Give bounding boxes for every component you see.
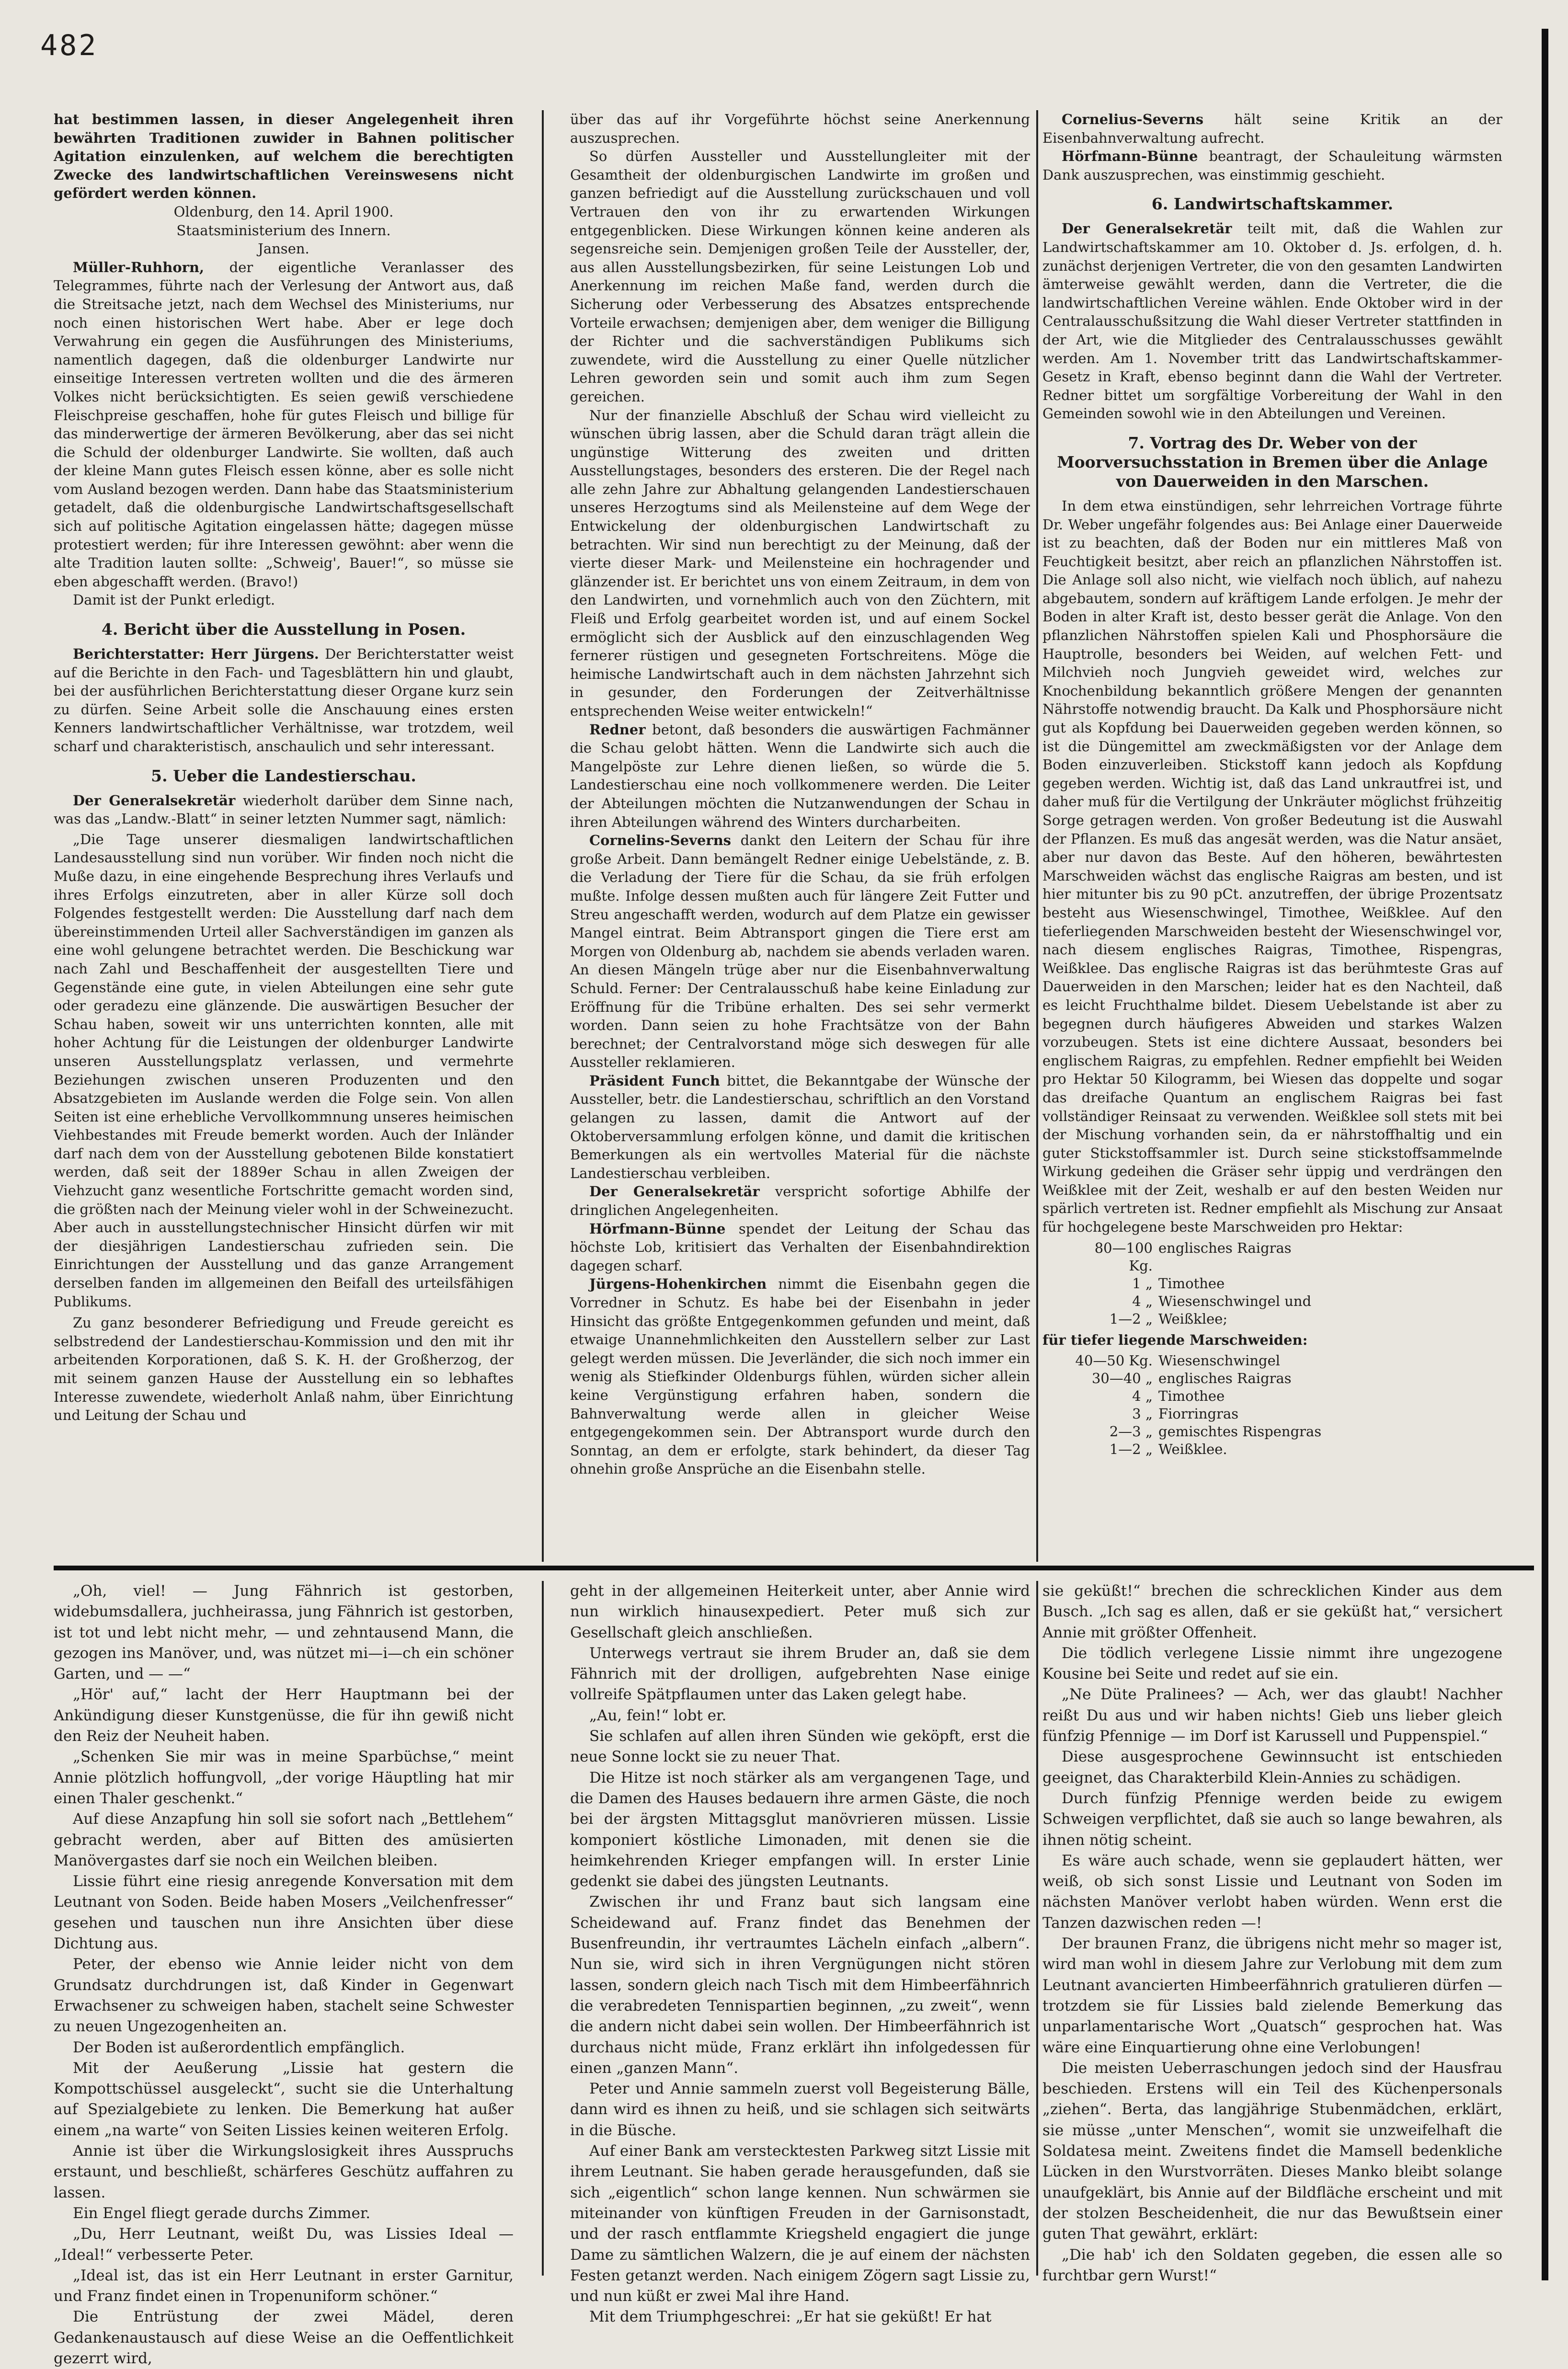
mixture-row (1071, 1293, 1317, 1310)
seed-mixture-high (1071, 1239, 1317, 1328)
mixture-grass: Weißklee. (1158, 1441, 1227, 1458)
paragraph: Damit ist der Punkt erledigt. (73, 592, 275, 608)
story-paragraph: „Schenken Sie mir was in meine Sparbüchse,“ meint Annie plötzlich hoffungvoll, „der vorige Häuptling hat mir einen Thaler geschenkt.“ (54, 1748, 514, 1807)
mixture-grass: Weißklee; (1158, 1310, 1228, 1327)
story-paragraph: geht in der allgemeinen Heiterkeit unter, aber Annie wird nun wirklich hinausexpediert. Peter muß sich zur Gesellschaft gleich anschließen. (570, 1582, 1030, 1641)
paragraph: hat bestimmen lassen, in dieser Angelegenheit ihren bewährten Traditionen zuwider in Bahnen politischer Agitation einzulenken, auf welchem die berechtigten Zwecke des landwirtschaftlichen Vereinswesens nicht gefördert werden können. (54, 111, 514, 202)
column-rule (542, 1581, 544, 2276)
mixture-row (1071, 1239, 1317, 1275)
story-paragraph: Ein Engel fliegt gerade durchs Zimmer. (73, 2204, 371, 2222)
speaker-name: Der Generalsekretär (73, 792, 236, 809)
paragraph: Zu ganz besonderer Befriedigung und Freude gereicht es selbstredend der Landestierschau-Kommission und den mit ihr arbeitenden Korporationen, daß S. K. H. der Großherzog, der mit seinem ganzen Hause der Ausstellung ein so lebhaftes Interesse zuwendete, wiederholt Anlaß nahm, über Einrichtung und Leitung der Schau und (54, 1315, 514, 1424)
story-column-2 (570, 1581, 1030, 2326)
story-paragraph: Annie ist über die Wirkungslosigkeit ihres Ausspruchs erstaunt, und beschließt, schärferes Geschütz auffahren zu lassen. (54, 2142, 514, 2201)
paragraph-text: beantragt, der Schauleitung wärmsten Dank auszusprechen, was einstimmig geschieht. (1042, 148, 1502, 183)
mixture-grass: gemischtes Rispengras (1158, 1423, 1322, 1440)
paragraph (570, 1275, 1030, 1478)
story-paragraph: Mit der Aeußerung „Lissie hat gestern die Kompottschüssel ausgeleckt“, sucht sie die Unterhaltung auf Spezialgebiete zu lenken. Die Bemerkung hat außer einem „na warte“ von Seiten Lissies keinen weiteren Erfolg. (54, 2059, 514, 2139)
seed-mixture-low (1071, 1352, 1327, 1458)
mixture-row (1071, 1275, 1317, 1293)
mixture-row (1071, 1387, 1327, 1405)
section-heading: 6. Landwirtschaftskammer. (1151, 195, 1394, 214)
page-number: 482 (40, 29, 98, 62)
paragraph (570, 1072, 1030, 1183)
report-column-2 (570, 110, 1030, 1562)
speaker-name: Hörfmann-Bünne (589, 1220, 726, 1237)
story-paragraph: Mit dem Triumphgeschrei: „Er hat sie geküßt! Er hat (589, 2308, 992, 2326)
paragraph: In dem etwa einstündigen, sehr lehrreichen Vortrage führte Dr. Weber ungefähr folgendes aus: Bei Anlage einer Dauerweide ist zu beachten, daß der Boden nur ein mittleres Maß von Feuchtigkeit besitzt, aber reich an pflanzlichen Nährstoffen ist. Die Anlage soll also nicht, wie vielfach noch üblich, auf nahezu abgebautem, sondern auf kräftigem Lande erfolgen. Je mehr der Boden in alter Kraft ist, desto besser gerät die Anlage. Von den pflanzlichen Nährstoffen spielen Kali und Phosphorsäure die Hauptrolle, besonders bei Weiden, auf welchen Fett- und Milchvieh noch Jungvieh geweidet wird, welches zur Knochenbildung bekanntlich größere Mengen der genannten Nährstoffe notwendig braucht. Da Kalk und Phosphorsäure nicht gut als Kopfdung bei Dauerweiden gegeben werden können, so ist die Düngemittel am zweckmäßigsten vor der Anlage dem Boden einzuverleiben. Stickstoff kann jedoch als Kopfdung gegeben werden. Wichtig ist, daß das Land unkrautfrei ist, und daher muß für die Vertilgung der Unkräuter möglichst frühzeitig Sorge getragen werden. Von großer Bedeutung ist die Auswahl der Pflanzen. Es muß das angesät werden, was die Natur ansäet, aber nur davon das Beste. Auf den höheren, bewährtesten Marschweiden wächst das englische Raigras am besten, und ist hier mitunter bis zu 90 pCt. anzutreffen, der übrige Prozentsatz besteht aus Wiesenschwingel, Timothee, Weißklee. Auf den tieferliegenden Marschweiden besteht der Wiesenschwingel vor, nach diesem englisches Raigras, Timothee, Rispengras, Weißklee. Das englische Raigras ist das berühmteste Gras auf Dauerweiden in den Marschen; leider hat es den Nachteil, daß es leicht Fruchthalme bildet. Diesem Uebelstande ist aber zu begegnen durch häufigeres Abweiden und starkes Walzen vorzubeugen. Stets ist eine dichtere Aussaat, besonders bei englischem Raigras, zu empfehlen. Redner empfiehlt bei Weiden pro Hektar 50 Kilogramm, bei Wiesen das doppelte und sogar das dreifache Quantum an englischem Raigras bei fast vollständiger Reinsaat zu verwenden. Weißklee soll stets mit bei der Mischung vorhanden sein, da er nährstoffhaltig und ein guter Stickstoffsammler ist. Durch seine stickstoffsammelnde Wirkung gedeihen die Gräser sehr üppig und verdrängen den Weißklee mit der Zeit, weshalb er auf den besten Weiden nur spärlich vertreten ist. Redner empfiehlt als Mischung zur Ansaat für hochgelegene beste Marschweiden pro Hektar: (1042, 497, 1502, 1236)
speaker-name: Cornelins-Severns (589, 832, 732, 849)
mixture-quantity: 40—50 Kg. (1075, 1352, 1153, 1369)
mixture-row (1071, 1441, 1327, 1458)
paragraph-text: wiederholt darüber dem Sinne nach, was das „Landw.-Blatt“ in seiner letzten Nummer sagt, nämlich: (54, 792, 514, 827)
story-paragraph: Es wäre auch schade, wenn sie geplaudert hätten, wer weiß, ob sich sonst Lissie und Leutnant von Soden im nächsten Manöver verlobt haben würden. Wenn erst die Tanzen dazwischen reden —! (1042, 1852, 1502, 1932)
speaker-name: Cornelius-Severns (1062, 111, 1204, 127)
paragraph-text: Der Berichterstatter weist auf die Berichte in den Fach- und Tagesblättern hin und glaubt, bei der ausführlichen Berichterstattung dieser Organe kurz sein zu dürfen. Seine Arbeit solle die Anschauung eines ersten Kenners landwirtschaftlicher Verhältnisse, war trotzdem, weil scharf und charakteristisch, anschaulich und sehr interessant. (54, 646, 514, 755)
paragraph-text: betont, daß besonders die auswärtigen Fachmänner die Schau gelobt hätten. Wenn die Landwirte sich auch die Mangelpöste zur Lehre dienen ließen, so würde die 5. Landestierschau eine noch vollkommenere werden. Die Leiter der Abteilungen möchten die Nutzanwendungen der Schau in ihren Abteilungen während des Winters durcharbeiten. (570, 721, 1030, 830)
mixture-quantity: 30—40 „ (1091, 1370, 1153, 1387)
paragraph (570, 1182, 1030, 1219)
speaker-name: Hörfmann-Bünne (1062, 148, 1198, 165)
story-paragraph: Unterwegs vertraut sie ihrem Bruder an, daß sie dem Fähnrich mit der drolligen, aufgebrehten Nase einige vollreife Spätpflaumen unter das Laken gelegt habe. (570, 1644, 1030, 1704)
paragraph (1042, 110, 1502, 147)
speaker-name: Jürgens-Hohenkirchen (589, 1276, 767, 1293)
paragraph: über das auf ihr Vorgeführte höchst seine Anerkennung auszusprechen. (570, 111, 1030, 146)
story-paragraph: Die meisten Ueberraschungen jedoch sind der Hausfrau beschieden. Erstens will ein Teil des Küchenpersonals „ziehen“. Berta, das langjährige Stubenmädchen, erklärt, sie müsse „unter Menschen“, womit sie unzweifelhaft die Soldatesa meint. Zweitens findet die Mamsell bedenkliche Lücken in den Wurstvorräten. Dieses Manko bleibt solange unaufgeklärt, bis Annie auf der Bildfläche erscheint und mit der stolzen Bescheidenheit, die nur das Bewußtsein einer guten That gewährt, erklärt: (1042, 2059, 1502, 2243)
speaker-name: Müller-Ruhhorn, (73, 259, 205, 275)
story-paragraph: Lissie führt eine riesig anregende Konversation mit dem Leutnant von Soden. Beide haben Mosers „Veilchenfresser“ gesehen und tauschen nun ihre Ansichten über diese Dichtung aus. (54, 1873, 514, 1953)
mixture-grass: Wiesenschwingel (1158, 1352, 1281, 1369)
story-paragraph: Peter und Annie sammeln zuerst voll Begeisterung Bälle, dann wird es ihnen zu heiß, und sie schlagen sich seitwärts in die Büsche. (570, 2080, 1030, 2139)
mixture-quantity: 80—100 Kg. (1094, 1239, 1153, 1274)
speaker-name: Berichterstatter: Herr Jürgens. (73, 646, 319, 663)
paragraph-text: der eigentliche Veranlasser des Telegrammes, führte nach der Verlesung der Antwort aus, daß die Streitsache jetzt, nach dem Wechsel des Ministeriums, nur noch einen historischen Wert habe. Aber er lege doch Verwahrung ein gegen die Ausführungen des Ministeriums, namentlich dagegen, daß die oldenburger Landwirte nur einseitige Interessen vertreten wollten und die des ärmeren Volkes nicht berücksichtigten. Es seien gewiß verschiedene Fleischpreise geschaffen, hohe für gutes Fleisch und billige für das minderwertige der ärmeren Bevölkerung, aber das sei nicht die Schuld der oldenburger Landwirte. Sie wollten, daß auch der kleine Mann gutes Fleisch essen könne, aber es solle nicht vom Ausland bezogen werden. Dann habe das Staatsministerium getadelt, daß die oldenburgische Landwirtschaftsgesellschaft sich auf politische Agitation eingelassen hätte; dagegen müsse protestiert werden; für ihre Interessen gewöhnt: aber wenn die alte Tradition lauten sollte: „Schweig', Bauer!“, so müsse sie eben abgeschafft werden. (Bravo!) (54, 259, 514, 590)
paragraph-text: hält seine Kritik an der Eisenbahnverwaltung aufrecht. (1042, 111, 1502, 146)
paragraph (570, 831, 1030, 1072)
story-paragraph: Diese ausgesprochene Gewinnsucht ist entschieden geeignet, das Charakterbild Klein-Annies zu schädigen. (1042, 1748, 1502, 1786)
section-heading: 4. Bericht über die Ausstellung in Posen. (101, 620, 466, 639)
quoted-paragraph: „Die Tage unserer diesmaligen landwirtschaftlichen Landesausstellung sind nun vorüber. Wir finden noch nicht die Muße dazu, in eine eingehende Besprechung ihres Verlaufs und ihres Erfolgs einzutreten, aber in aller Kürze soll doch Folgendes festgestellt werden: Die Ausstellung darf nach dem übereinstimmenden Urteil aller Sachverständigen im ganzen als eine wohl gelungene betrachtet werden. Die Beschickung war nach Zahl und Beschaffenheit der ausgestellten Tiere und Gegenstände eine gute, in vielen Abteilungen eine sehr gute oder geradezu eine glänzende. Die auswärtigen Besucher der Schau haben, soweit wir uns unterrichten konnten, alle mit hoher Achtung für die Leistungen der oldenburger Landwirte unseren Ausstellungsplatz verlassen, und vermehrte Beziehungen zwischen unseren Produzenten und den Absatzgebieten im Auslande werden die Folge sein. Von allen Seiten ist eine erhebliche Vervollkommnung unseres heimischen Viehbestandes mit Freude bemerkt worden. Auch der Inländer darf nach dem von der Ausstellung gebotenen Bilde konstatiert werden, daß seit der 1889er Schau in allen Zweigen der Viehzucht ganz wesentliche Fortschritte gemacht worden sind, die größten nach der Meinung vieler wohl in der Schweinezucht. Aber auch in ausstellungstechnischer Hinsicht dürfen wir mit der diesjährigen Landestierschau zufrieden sein. Die Einrichtungen der Ausstellung und das ganze Arrangement derselben fanden im allgemeinen den Beifall des urteilsfähigen Publikums. (54, 831, 514, 1310)
story-paragraph: Durch fünfzig Pfennige werden beide zu ewigem Schweigen verpflichtet, daß sie auch so lange bewahren, als ihnen nötig scheint. (1042, 1789, 1502, 1849)
mixture-grass: Wiesenschwingel und (1158, 1293, 1312, 1309)
paragraph-text: nimmt die Eisenbahn gegen die Vorredner in Schutz. Es habe bei der Eisenbahn in jeder Hinsicht das größte Entgegenkommen gefunden und meint, daß etwaige Unannehmlichkeiten den Ausstellern selber zur Last gelegt werden müssen. Die Jeverländer, die sich noch immer ein wenig als Stiefkinder Oldenburgs fühlen, würden sicher allein keine Vergünstigung erfahren haben, sondern die Bahnverwaltung werde allen in gleicher Weise entgegengekommen sein. Der Abtransport wurde durch den Sonntag, an dem er erfolgte, stark behindert, da dieser Tag ohnehin große Ansprüche an die Eisenbahn stelle. (570, 1276, 1030, 1477)
speaker-name: Präsident Funch (589, 1072, 720, 1089)
paragraph-text: spendet der Leitung der Schau das höchste Lob, kritisiert das Verhalten der Eisenbahndirektion dagegen scharf. (570, 1220, 1030, 1274)
paragraph-text: bittet, die Bekanntgabe der Wünsche der Aussteller, betr. die Landestierschau, schriftlich an den Vorstand gelangen zu lassen, damit die Antwort auf der Oktoberversammlung erfolgen könne, und damit die kritischen Bemerkungen als ein wertvolles Material für die nächste Landestierschau verbleiben. (570, 1072, 1030, 1181)
story-paragraph: sie geküßt!“ brechen die schrecklichen Kinder aus dem Busch. „Ich sag es allen, daß er sie geküßt hat,“ versichert Annie mit größter Offenheit. (1042, 1582, 1502, 1641)
story-column-1 (54, 1581, 514, 2367)
story-paragraph: „Hör' auf,“ lacht der Herr Hauptmann bei der Ankündigung dieser Kunstgenüsse, die für ihn gewiß nicht den Reiz der Neuheit haben. (54, 1686, 514, 1745)
story-paragraph: Peter, der ebenso wie Annie leider nicht von dem Grundsatz durchdrungen ist, daß Kinder in Gegenwart Erwachsener zu schweigen haben, stachelt seine Schwester zu neuen Ungezogenheiten an. (54, 1956, 514, 2036)
mixture-grass: englisches Raigras (1158, 1239, 1292, 1256)
mixture-row (1071, 1423, 1327, 1441)
signer: Jansen. (258, 240, 309, 257)
speaker-name: Der Generalsekretär (1062, 220, 1232, 237)
paragraph (1042, 147, 1502, 184)
story-column-3 (1042, 1581, 1502, 2284)
story-paragraph: Die Entrüstung der zwei Mädel, deren Gedankenaustausch auf diese Weise an die Oeffentlichkeit gezerrt wird, (54, 2308, 514, 2367)
story-paragraph: Auf einer Bank am verstecktesten Parkweg sitzt Lissie mit ihrem Leutnant. Sie haben gerade herausgefunden, daß sie sich „eigentlich“ schon lange kennen. Nun schwärmen sie miteinander von künftigen Freuden in der Garnisonstadt, und der rasch entflammte Kriegsheld engagiert die junge Dame zu sämtlichen Walzern, die je auf einem der nächsten Festen getanzt werden. Nach einigem Zögern sagt Lissie zu, und nun küßt er zwei Mal ihre Hand. (570, 2142, 1030, 2305)
mixture-grass: englisches Raigras (1158, 1370, 1292, 1387)
column-rule (542, 110, 544, 1562)
section-heading: 5. Ueber die Landestierschau. (151, 766, 416, 785)
paragraph-text: teilt mit, daß die Wahlen zur Landwirtschaftskammer am 10. Oktober d. Js. erfolgen, d. h. zunächst derjenigen Vertreter, die von den gesamten Landwirten ämterweise gewählt werden, dann die Vertreter, die die landwirtschaftlichen Vereine wählen. Ende Oktober wird in der Centralausschußsitzung die Wahl dieser Vertreter stattfinden in der Art, wie die Mitglieder des Centralausschusses gewählt werden. Am 1. November tritt das Landwirtschaftskammer-Gesetz in Kraft, ebenso beginnt dann die Wahl der Vertreter. Redner bittet um sorgfältige Vorbereitung der Wahl in den Gemeinden sowohl wie in den Abteilungen und Vereinen. (1042, 220, 1503, 422)
mixture-grass: Fiorringras (1158, 1406, 1239, 1422)
column-rule (1036, 110, 1038, 1562)
mixture-quantity: 1—2 „ (1109, 1441, 1153, 1458)
mixture-quantity: 4 „ (1132, 1388, 1153, 1405)
paragraph (1042, 219, 1502, 423)
story-paragraph: Der braunen Franz, die übrigens nicht mehr so mager ist, wird man wohl in diesem Jahre zur Verlobung mit dem zum Leutnant avancierten Himbeerfähnrich gratulieren dürfen — trotzdem sie für Lissies bald zielende Bemerkung das unparlamentarische Wort „Quatsch“ gesprochen hat. Was wäre eine Einquartierung ohne eine Verlobungen! (1042, 1935, 1502, 2056)
story-paragraph: Auf diese Anzapfung hin soll sie sofort nach „Bettlehem“ gebracht werden, aber auf Bitten des amüsierten Manövergastes darf sie noch ein Weilchen bleiben. (54, 1810, 514, 1869)
paragraph (54, 791, 514, 828)
story-paragraph: „Oh, viel! — Jung Fähnrich ist gestorben, widebumsdallera, juchheirassa, jung Fähnrich ist gestorben, ist tot und lebt nicht mehr, — und zehntausend Mann, die gezogen ins Manöver, und, was nützet mi—i—ch ein schöner Garten, und — —“ (54, 1582, 514, 1683)
feuilleton-divider (54, 1566, 1534, 1570)
ministry-signature: Staatsministerium des Innern. (176, 222, 391, 239)
mixture-row (1071, 1352, 1327, 1370)
paragraph: So dürfen Aussteller und Ausstellungleiter mit der Gesamtheit der oldenburgischen Landwirte im großen und ganzen befriedigt auf die Ausstellung zurückschauen und voll Vertrauen den von ihr zu erwartenden Wirkungen entgegenblicken. Diese Wirkungen können keine anderen als segensreiche sein. Demjenigen großen Teile der Aussteller, der, aus allen Ausstellungsbezirken, für seine Leistungen Lob und Anerkennung im reichen Maße fand, werden durch die Sicherung oder Verbesserung des Absatzes entsprechende Vorteile erwachsen; demjenigen aber, dem weniger die Billigung der Richter und die sachverständigen Publikums sich zuwendete, wird die Ausstellung zu einer Quelle nützlicher Lehren geworden sein und somit auch ihm zum Segen gereichen. (570, 148, 1030, 405)
story-paragraph: „Du, Herr Leutnant, weißt Du, was Lissies Ideal — „Ideal!“ verbesserte Peter. (54, 2225, 514, 2264)
story-paragraph: „Ideal ist, das ist ein Herr Leutnant in erster Garnitur, und Franz findet einen in Tropenuniform schöner.“ (54, 2266, 514, 2305)
paragraph-text: dankt den Leitern der Schau für ihre große Arbeit. Dann bemängelt Redner einige Uebelstände, z. B. die Verladung der Tiere für die Schau, da sie früh erfolgen mußte. Infolge dessen mußten auch für längere Zeit Futter und Streu angeschafft werden, wodurch auf dem Platze ein gewisser Mangel eintrat. Beim Abtransport gingen die Tiere erst am Morgen von Oldenburg ab, nachdem sie abends verladen waren. An diesen Mängeln trüge aber nur die Eisenbahnverwaltung Schuld. Ferner: Der Centralausschuß habe keine Einladung zur Eröffnung für die Tribüne erhalten. Des sei sehr vermerkt worden. Dann seien zu hohe Frachtsätze von der Bahn berechnet; der Centralvorstand möge sich deswegen für alle Aussteller reklamieren. (570, 832, 1030, 1071)
story-paragraph: „Ne Düte Pralinees? — Ach, wer das glaubt! Nachher reißt Du aus und wir haben nichts! Gieb uns lieber gleich fünfzig Pfennige — im Dorf ist Karussell und Puppenspiel.“ (1042, 1686, 1502, 1745)
paragraph: Nur der finanzielle Abschluß der Schau wird vielleicht zu wünschen übrig lassen, aber die Schuld daran trägt allein die ungünstige Witterung des zweiten und dritten Ausstellungstages, besonders des ersteren. Die der Regel nach alle zehn Jahre zur Abhaltung gelangenden Landestierschauen unseres Herzogtums sind als Meilensteine auf dem Wege der Entwickelung der oldenburgischen Landwirtschaft zu betrachten. Wir sind nun berechtigt zu der Meinung, daß der vierte dieser Mark- und Meilensteine ein hochragender und glänzender ist. Er berichtet uns von einem Zeitraum, in dem von den Landwirten, und vornehmlich auch von den Züchtern, mit Fleiß und Erfolg gearbeitet worden ist, und auf einem Sockel ermöglicht sich der Ausblick auf den einzuschlagenden Weg fernerer rüstigen und gesegneten Fortschreitens. Möge die heimische Landwirtschaft auch in dem nächsten Jahrzehnt sich in gesunder, den Forderungen der Zeitverhältnisse entsprechenden Weise weiter entwickeln!“ (570, 407, 1030, 719)
mixture-quantity: 4 „ (1132, 1293, 1153, 1309)
story-paragraph: Die Hitze ist noch stärker als am vergangenen Tage, und die Damen des Hauses bedauern ihre armen Gäste, die noch bei der ärgsten Mittagsglut manövrieren müssen. Lissie komponiert köstliche Limonaden, mit denen sie die heimkehrenden Krieger empfangen will. In erster Linie gedenkt sie dabei des jüngsten Leutnants. (570, 1769, 1030, 1890)
story-paragraph: Der Boden ist außerordentlich empfänglich. (73, 2038, 405, 2056)
mixture-quantity: 3 „ (1132, 1406, 1153, 1422)
paragraph-text: verspricht sofortige Abhilfe der dringlichen Angelegenheiten. (570, 1183, 1030, 1219)
dateline: Oldenburg, den 14. April 1900. (173, 203, 394, 220)
speaker-name: Der Generalsekretär (589, 1183, 760, 1200)
story-paragraph: „Au, fein!“ lobt er. (589, 1706, 727, 1724)
speaker-name: Redner (589, 721, 646, 738)
mixture-grass: Timothee (1158, 1388, 1225, 1405)
story-paragraph: Sie schlafen auf allen ihren Sünden wie geköpft, erst die neue Sonne lockt sie zu neuer That. (570, 1728, 1030, 1766)
mixture-subheading: für tiefer liegende Marschweiden: (1042, 1331, 1308, 1348)
story-paragraph: „Die hab' ich den Soldaten gegeben, die essen alle so furchtbar gern Wurst!“ (1042, 2246, 1502, 2284)
mixture-quantity: 1—2 „ (1109, 1310, 1153, 1327)
paragraph (54, 258, 514, 591)
mixture-grass: Timothee (1158, 1275, 1225, 1292)
right-edge-rule (1542, 29, 1548, 2280)
story-paragraph: Die tödlich verlegene Lissie nimmt ihre ungezogene Kousine bei Seite und redet auf sie ein. (1042, 1644, 1502, 1683)
report-column-1 (54, 110, 514, 1562)
column-rule (1036, 1581, 1038, 2276)
paragraph (570, 721, 1030, 832)
mixture-row (1071, 1405, 1327, 1423)
mixture-quantity: 1 „ (1132, 1275, 1153, 1292)
mixture-row (1071, 1310, 1317, 1328)
report-column-3 (1042, 110, 1502, 1562)
section-heading: 7. Vortrag des Dr. Weber von der Moorversuchsstation in Bremen über die Anlage von Dauerweiden in den Marschen. (1057, 433, 1488, 491)
paragraph (570, 1220, 1030, 1275)
mixture-row (1071, 1370, 1327, 1387)
mixture-quantity: 2—3 „ (1109, 1423, 1153, 1440)
story-paragraph: Zwischen ihr und Franz baut sich langsam eine Scheidewand auf. Franz findet das Benehmen der Busenfreundin, ihr vertraumtes Lächeln einfach „albern“. Nun sie, wird sich in ihren Vergnügungen nicht stören lassen, sondern gleich nach Tisch mit dem Himbeerfähnrich die verabredeten Tennispartien beginnen, „zu zweit“, wenn die andern nicht dabei sein wollen. Der Himbeerfähnrich ist durchaus nicht müde, Franz erklärt ihn infolgedessen für einen „ganzen Mann“. (570, 1893, 1030, 2077)
paragraph (54, 645, 514, 756)
